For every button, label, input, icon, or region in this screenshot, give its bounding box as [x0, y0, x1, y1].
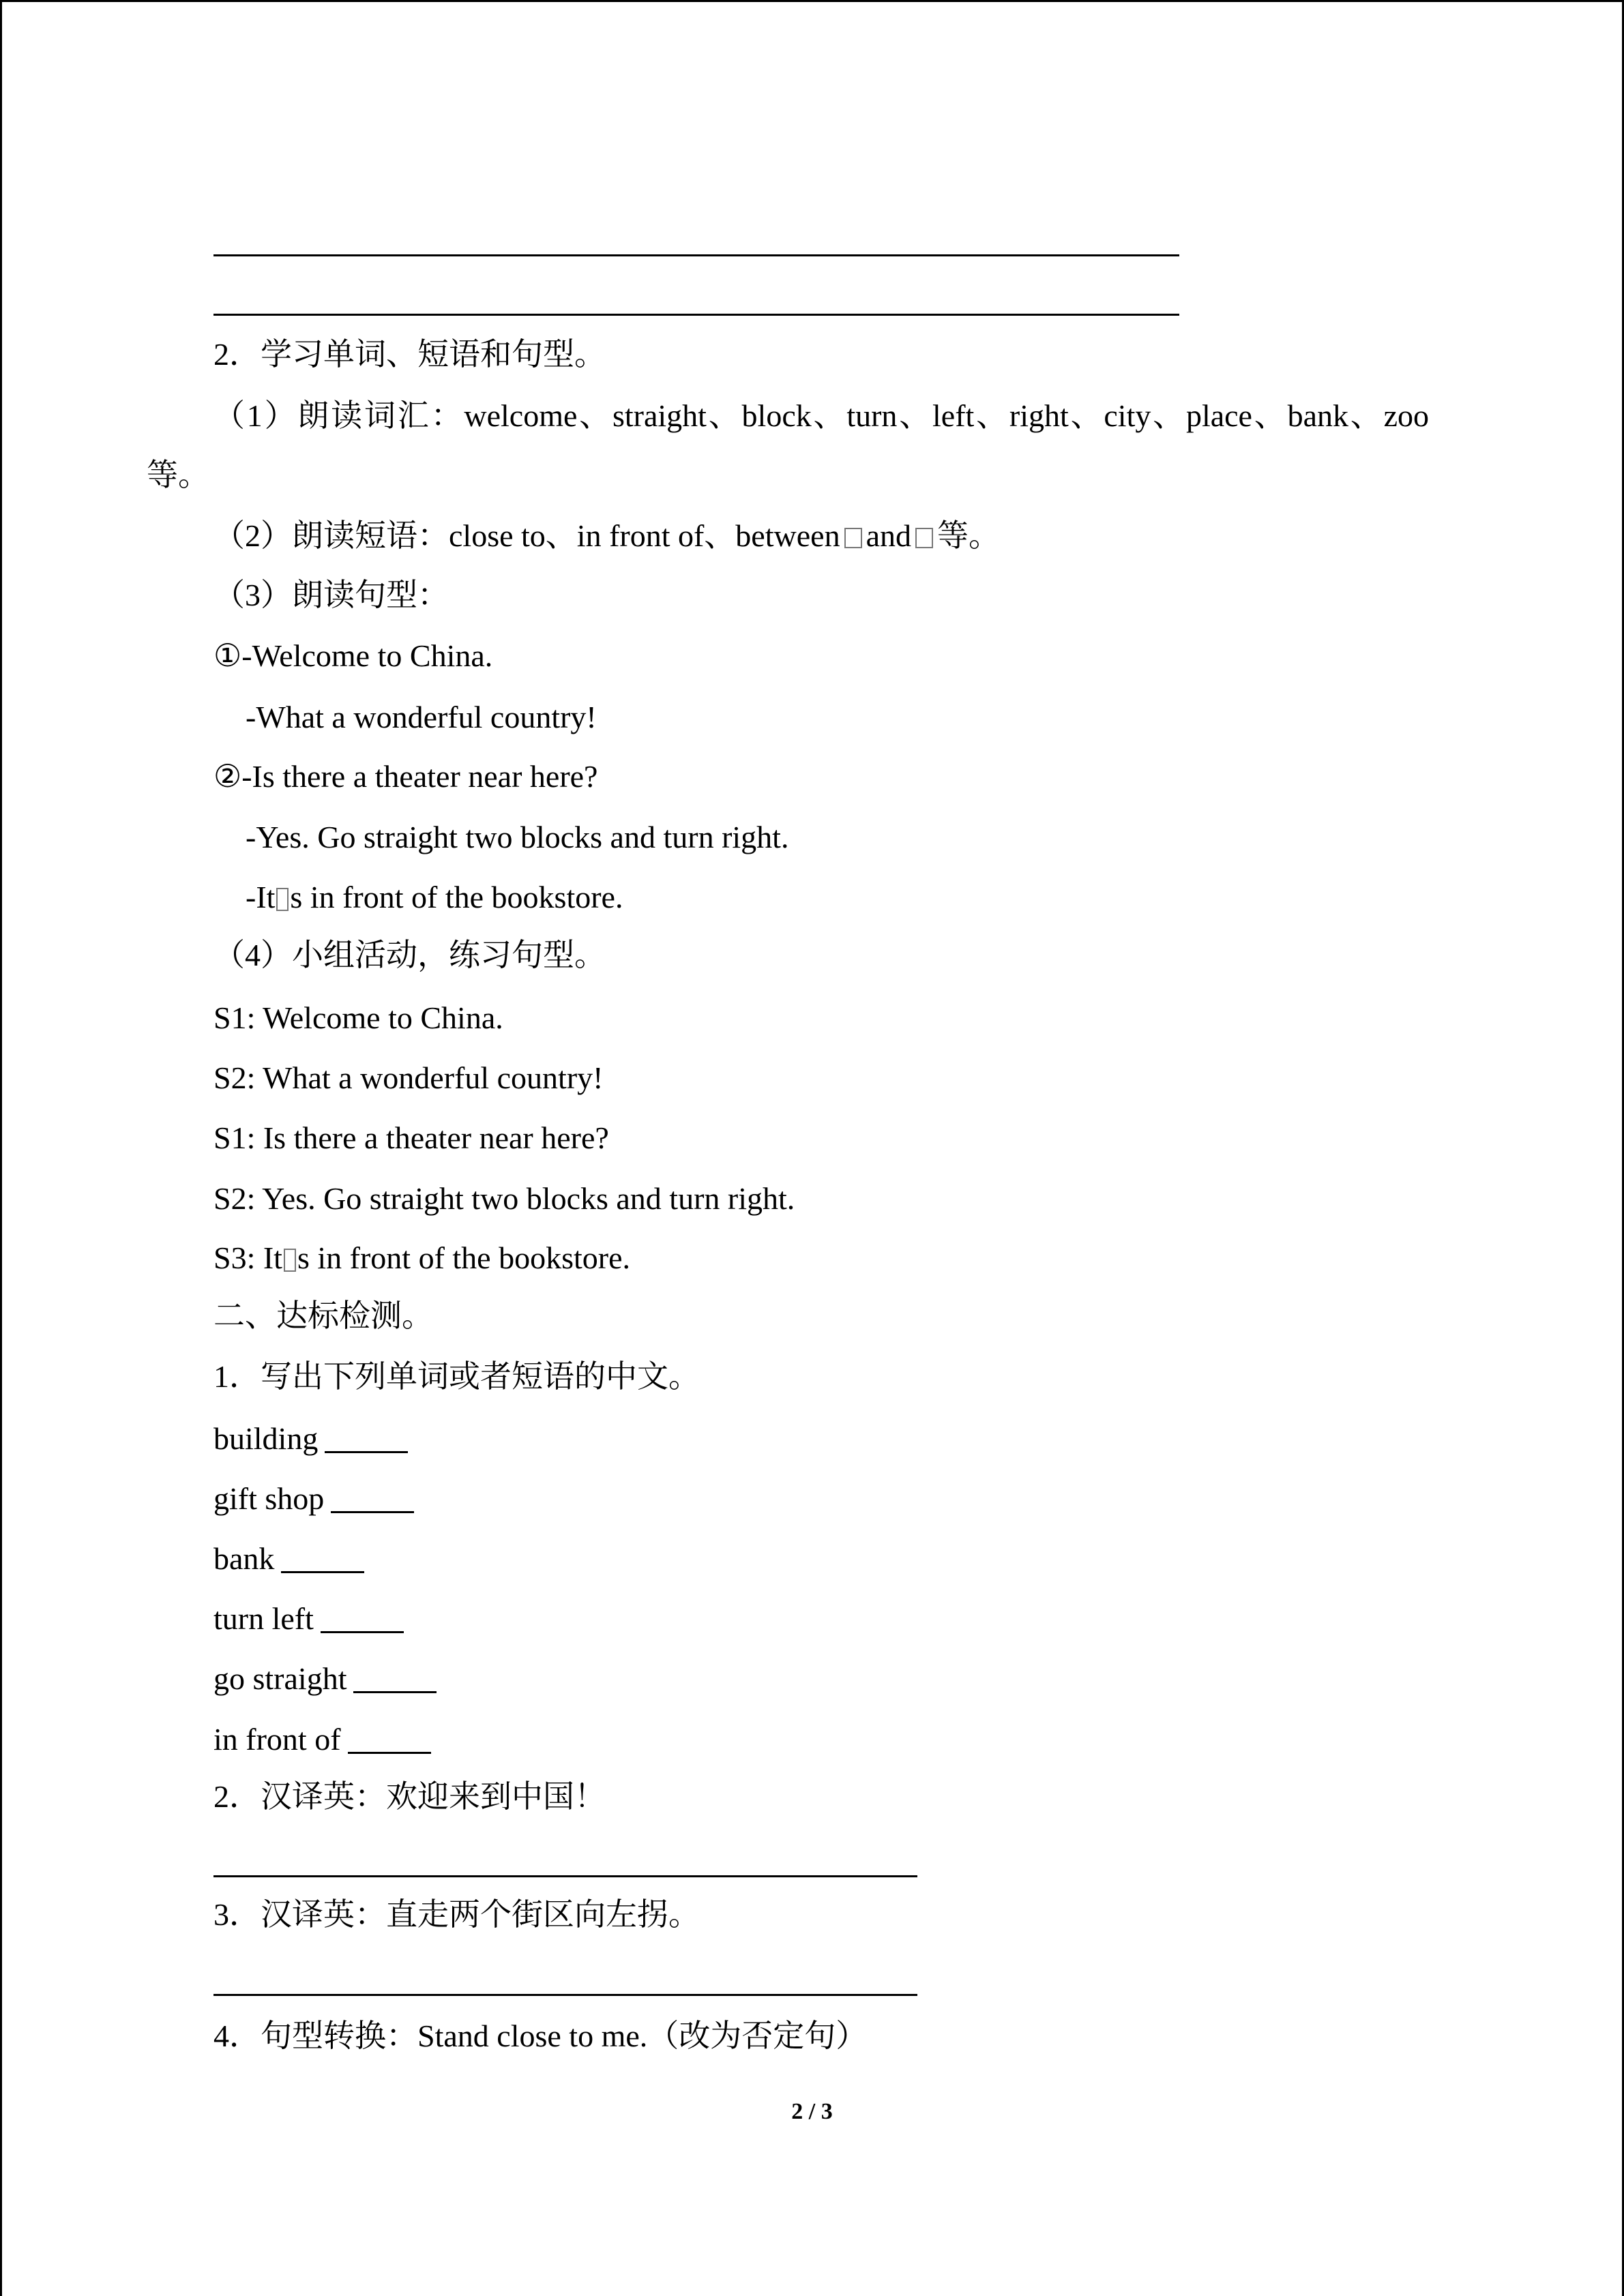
sentence-1-question: ①-Welcome to China.: [213, 638, 493, 673]
dialog-line: S1: Welcome to China.: [213, 1000, 503, 1035]
dialog-text: S3: It: [213, 1240, 282, 1275]
sentence-text: -It: [246, 880, 276, 914]
page-border-top: [0, 0, 1624, 2]
fill-blank[interactable]: [331, 1484, 414, 1513]
answer-line[interactable]: [213, 1875, 917, 1877]
word-item: [213, 1478, 414, 1519]
word-item: [213, 1538, 364, 1579]
word-text: building: [213, 1421, 319, 1456]
word-text: gift shop: [213, 1481, 325, 1516]
learn-heading: 2．学习单词、短语和句型。: [213, 337, 606, 372]
word-item: [213, 1418, 408, 1459]
question-3: 3．汉译英：直走两个街区向左拐。: [213, 1897, 700, 1932]
answer-line: [213, 314, 1179, 316]
word-text: go straight: [213, 1661, 347, 1696]
question-1: 1．写出下列单词或者短语的中文。: [213, 1359, 700, 1394]
dialog-line: S2: What a wonderful country!: [213, 1060, 604, 1095]
dialog-line: S1: Is there a theater near here?: [213, 1120, 609, 1155]
fill-blank[interactable]: [321, 1604, 404, 1633]
page-border-left: [0, 0, 2, 2296]
phrases-text: （2）朗读短语：close to、in front of、between: [213, 518, 840, 553]
word-text: in front of: [213, 1722, 341, 1757]
placeholder-box: [844, 528, 862, 548]
sentence-1-answer: -What a wonderful country!: [246, 700, 597, 734]
answer-line: [213, 254, 1179, 256]
phrases-end: 等。: [936, 518, 1000, 553]
word-text: turn left: [213, 1601, 314, 1636]
question-4: 4．句型转换：Stand close to me.（改为否定句）: [213, 2018, 868, 2053]
sentences-heading: （3）朗读句型：: [213, 578, 449, 612]
question-2: 2．汉译英：欢迎来到中国！: [213, 1779, 606, 1814]
vocab-line-continued: 等。: [147, 458, 209, 492]
placeholder-box: [915, 528, 933, 548]
fill-blank[interactable]: [353, 1664, 437, 1693]
word-text: bank: [213, 1541, 275, 1576]
dialog-text: s in front of the bookstore.: [297, 1240, 630, 1275]
sentence-2-question: ②-Is there a theater near here?: [213, 759, 598, 794]
missing-glyph-box: [276, 888, 289, 911]
word-item: [213, 1719, 431, 1760]
sentence-text: s in front of the bookstore.: [290, 880, 623, 914]
dialog-line: [213, 1238, 630, 1279]
sentence-2-answer: -Yes. Go straight two blocks and turn right.: [246, 820, 789, 854]
dialog-line: S2: Yes. Go straight two blocks and turn right.: [213, 1181, 795, 1216]
fill-blank[interactable]: [325, 1424, 408, 1453]
vocab-line: （1）朗读词汇：welcome、straight、block、turn、left、right、city、place、bank、zoo: [213, 398, 1429, 433]
test-heading: 二、达标检测。: [213, 1298, 433, 1333]
phrases-and: and: [866, 518, 911, 553]
sentence-2-answer-cont: [246, 877, 623, 918]
phrases-line: [213, 516, 1000, 556]
missing-glyph-box: [284, 1249, 296, 1272]
word-item: [213, 1598, 404, 1639]
word-item: [213, 1658, 437, 1699]
page-number: 2 / 3: [791, 2099, 833, 2124]
group-heading: （4）小组活动，练习句型。: [213, 938, 606, 972]
fill-blank[interactable]: [281, 1544, 364, 1573]
fill-blank[interactable]: [348, 1725, 431, 1754]
answer-line[interactable]: [213, 1994, 917, 1996]
